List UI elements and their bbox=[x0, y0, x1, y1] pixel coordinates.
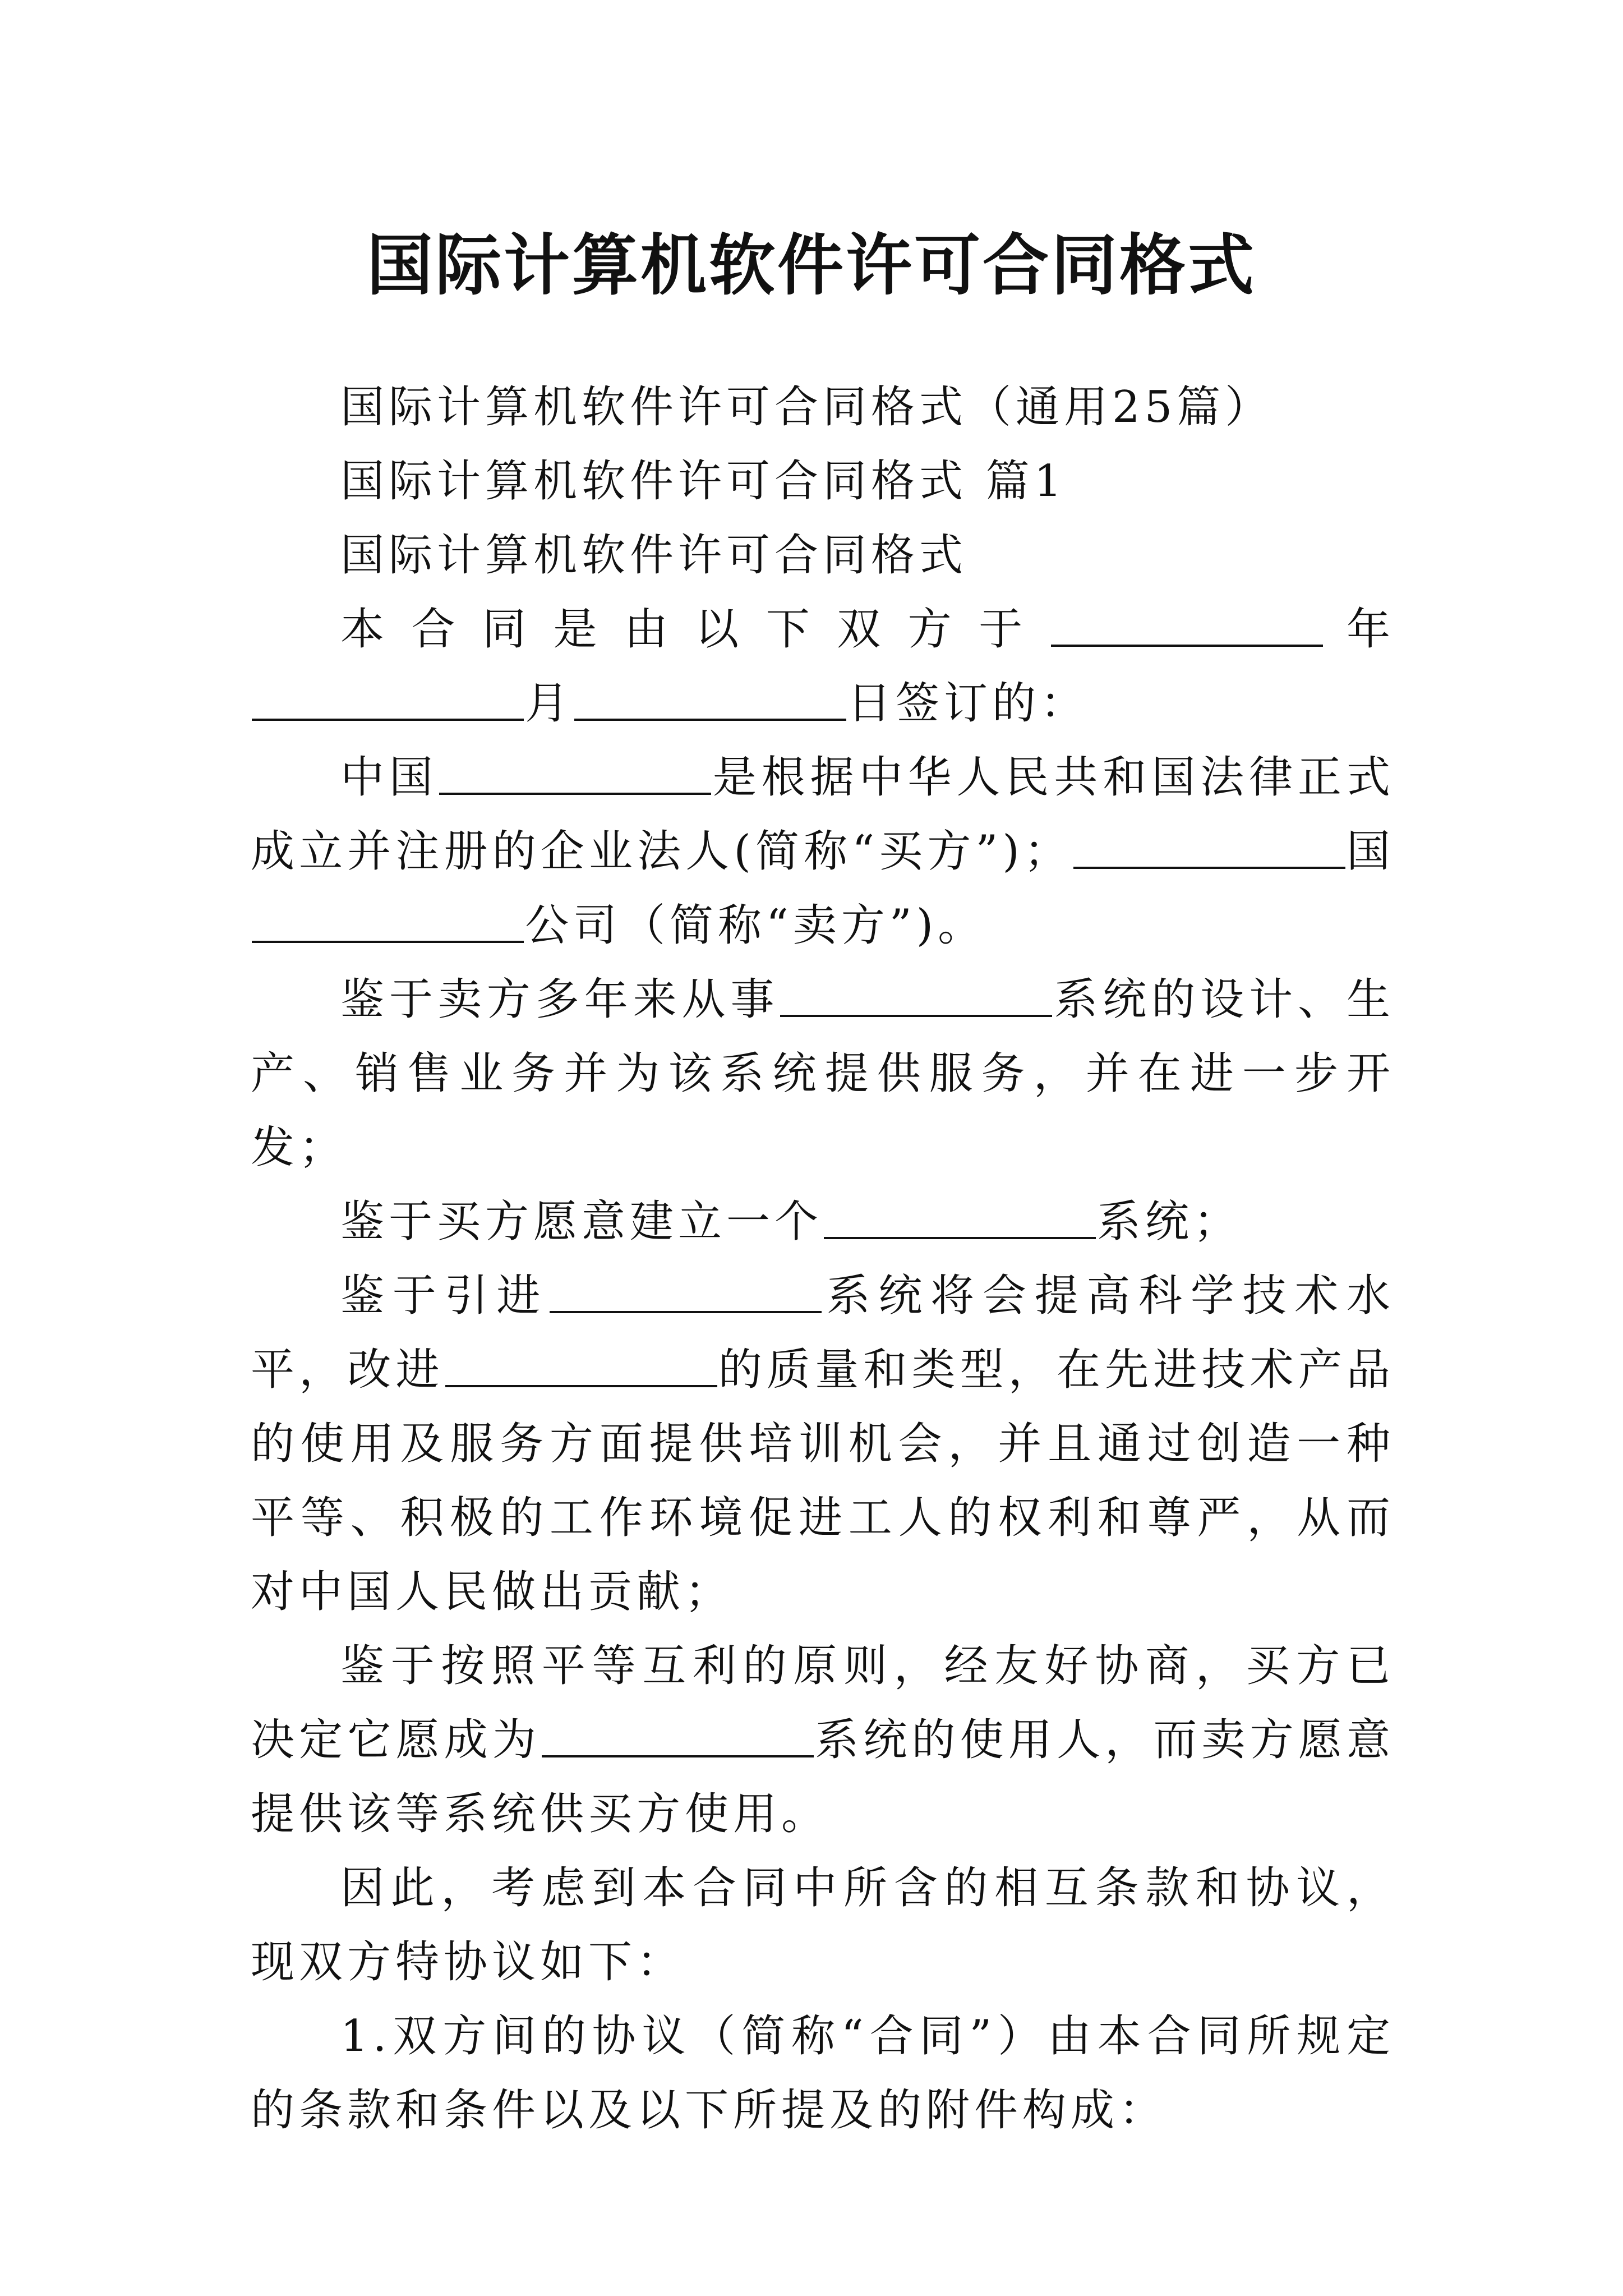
document-body bbox=[251, 370, 1395, 2147]
seller-company-blank[interactable] bbox=[252, 899, 524, 943]
benefits-text-a: 鉴于引进 bbox=[340, 1271, 548, 1321]
buyer-system-text-a: 鉴于买方愿意建立一个 bbox=[340, 1197, 823, 1247]
signing-year-blank[interactable] bbox=[1051, 603, 1323, 647]
mutual-benefit-text-a: 鉴于按照平等互利的原则，经友好协商，买方已决定它愿成为 bbox=[251, 1641, 1395, 1765]
parties-text-b: 是根据中华人民共和国法律正式成立并注册的企业法人(简称“买方”)； bbox=[251, 752, 1395, 877]
mutual-benefit-text-b: 系统的使用人，而卖方愿意提供该等系统供买方使用。 bbox=[251, 1715, 1395, 1839]
parties-text-c: 国 bbox=[1346, 826, 1395, 877]
parties-text-a: 中国 bbox=[340, 752, 438, 803]
usage-system-blank[interactable] bbox=[542, 1714, 814, 1757]
signing-day-blank[interactable] bbox=[574, 677, 846, 721]
signing-date-text-b: 年 bbox=[1324, 604, 1395, 655]
signing-date-text-c: 月 bbox=[525, 678, 574, 729]
seller-business-text-a: 鉴于卖方多年来从事 bbox=[340, 974, 780, 1025]
buyer-system-paragraph bbox=[251, 1185, 1395, 1259]
clause-1-paragraph: 1.双方间的协议（简称“合同”）由本合同所规定的条款和条件以及以下所提及的附件构成： bbox=[251, 2011, 1395, 2136]
signing-date-text-a: 本合同是由以下双方于 bbox=[340, 604, 1050, 655]
seller-business-paragraph bbox=[251, 963, 1395, 1185]
seller-business-text-b: 系统的设计、生产、销售业务并为该系统提供服务，并在进一步开发； bbox=[251, 974, 1395, 1173]
subtitle-paragraph: 国际计算机软件许可合同格式（通用25篇） bbox=[340, 382, 1274, 432]
parties-text-d: 公司（简称“卖方”)。 bbox=[525, 900, 986, 951]
improvement-target-blank[interactable] bbox=[445, 1343, 717, 1387]
benefits-text-c: 的质量和类型，在先进技术产品的使用及服务方面提供培训机会，并且通过创造一种平等、积极的工作环境促进工人的权利和尊严，从而对中国人民做出贡献； bbox=[251, 1345, 1395, 1617]
signing-month-blank[interactable] bbox=[252, 677, 524, 721]
seller-country-blank[interactable] bbox=[1073, 825, 1345, 869]
section-heading-paragraph: 国际计算机软件许可合同格式 篇1 bbox=[340, 456, 1067, 507]
buyer-system-text-b: 系统； bbox=[1097, 1197, 1242, 1247]
document-title: 国际计算机软件许可合同格式 bbox=[366, 226, 1256, 305]
buyer-system-blank[interactable] bbox=[824, 1195, 1096, 1239]
benefits-text-b: 系统将会提高科学技术水平，改进 bbox=[251, 1271, 1395, 1395]
parties-paragraph bbox=[251, 740, 1395, 963]
mutual-benefit-paragraph bbox=[251, 1629, 1395, 1851]
agreement-intro-paragraph: 因此，考虑到本合同中所含的相互条款和协议，现双方特协议如下： bbox=[251, 1863, 1395, 1987]
seller-system-blank[interactable] bbox=[780, 973, 1052, 1017]
signing-date-paragraph bbox=[251, 592, 1395, 740]
buyer-name-blank[interactable] bbox=[439, 751, 711, 795]
benefits-paragraph bbox=[251, 1259, 1395, 1629]
introduced-system-blank[interactable] bbox=[550, 1269, 822, 1313]
contract-name-paragraph: 国际计算机软件许可合同格式 bbox=[340, 530, 968, 581]
signing-date-text-d: 日签订的： bbox=[847, 678, 1089, 729]
